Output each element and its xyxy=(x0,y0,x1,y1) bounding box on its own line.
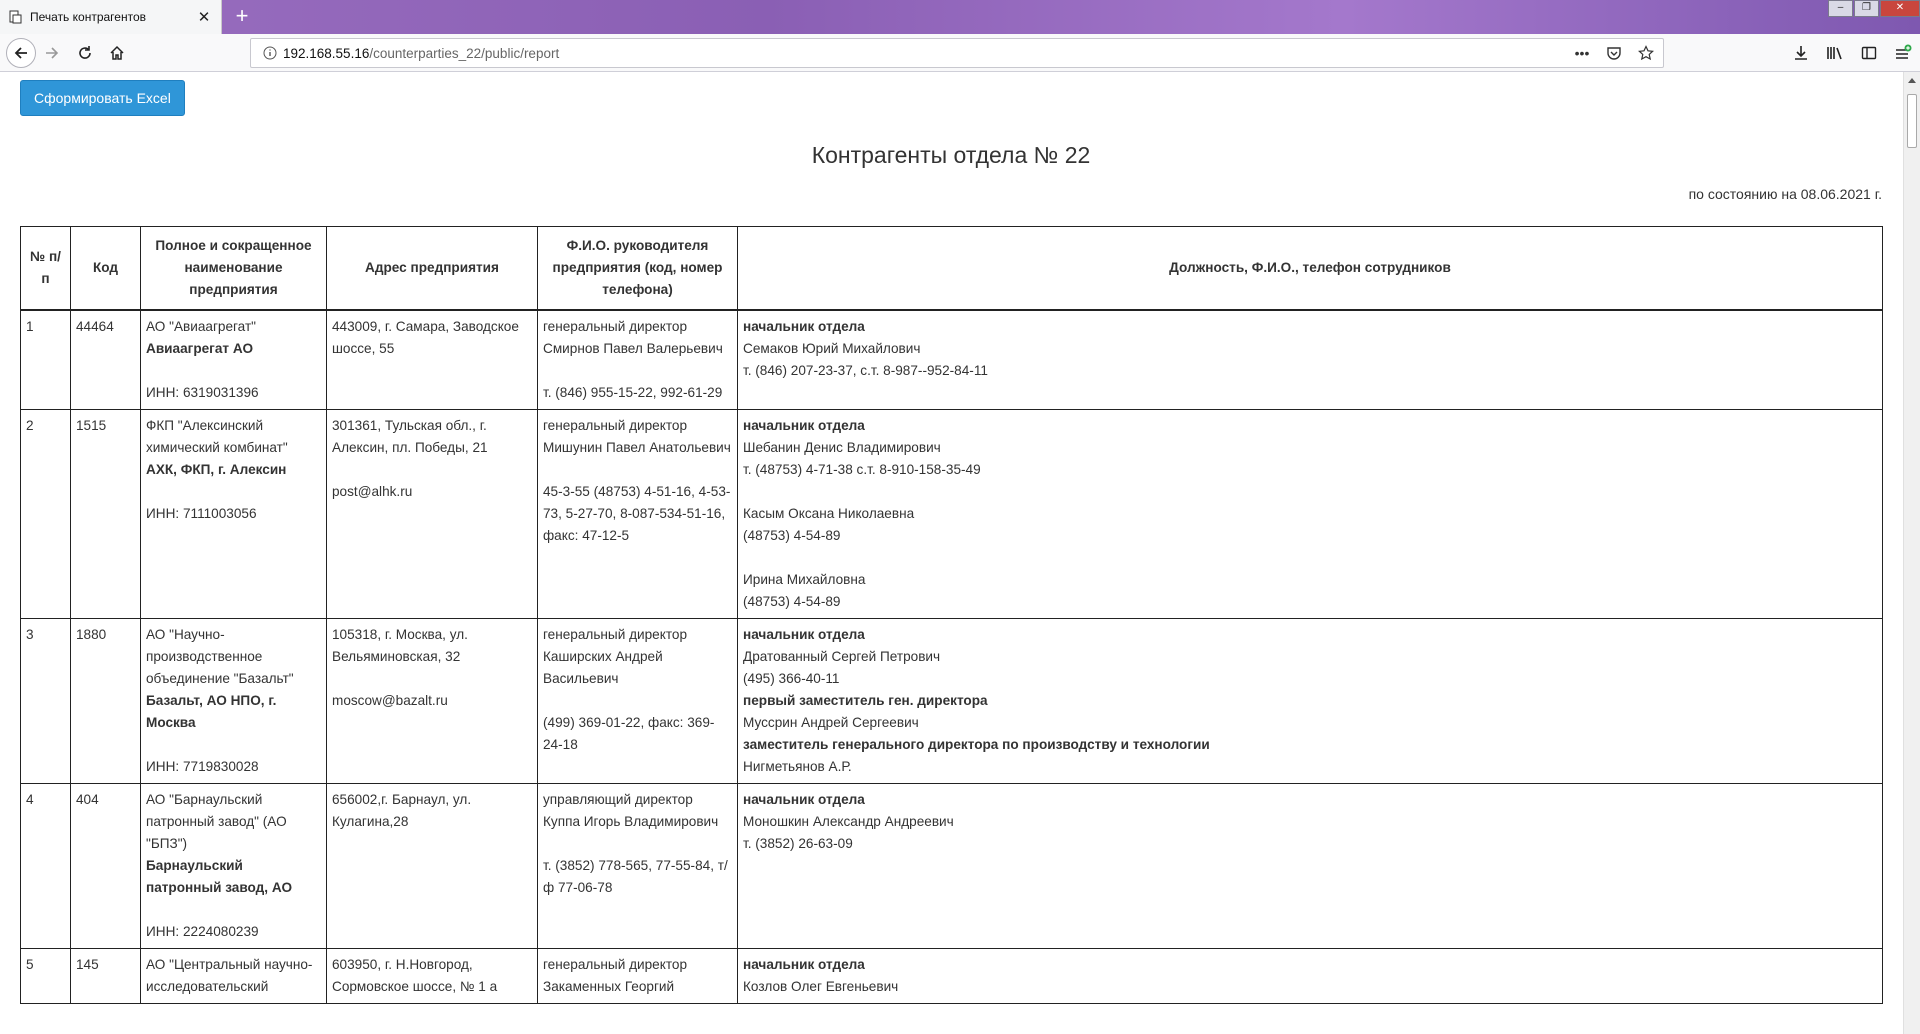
cell-staff xyxy=(738,949,1883,1004)
cell-company-name xyxy=(141,310,327,410)
company-email: moscow@bazalt.ru xyxy=(332,693,448,708)
director-title: генеральный директор xyxy=(543,957,688,972)
staff-line: Муссрин Андрей Сергеевич xyxy=(743,715,919,730)
url-host: 192.168.55.16 xyxy=(283,45,370,61)
staff-line: т. (3852) 26-63-09 xyxy=(743,836,853,851)
company-address: 656002,г. Барнаул, ул. Кулагина,28 xyxy=(332,792,472,829)
cell-num: 3 xyxy=(21,619,71,784)
cell-company-name xyxy=(141,949,327,1004)
company-full-name: АО "Барнаульский патронный завод" (АО "БПЗ") xyxy=(146,792,287,851)
cell-address xyxy=(327,949,538,1004)
reload-icon xyxy=(77,45,93,61)
header-code: Код xyxy=(71,227,141,311)
company-inn: ИНН: 2224080239 xyxy=(146,924,259,939)
cell-address xyxy=(327,784,538,949)
staff-position: начальник отдела xyxy=(743,792,865,807)
cell-director xyxy=(538,410,738,619)
counterparties-table xyxy=(20,226,1883,1004)
company-full-name: АО "Центральный научно-исследовательский xyxy=(146,957,313,994)
cell-company-name xyxy=(141,784,327,949)
address-bar[interactable] xyxy=(250,38,1664,68)
cell-director xyxy=(538,949,738,1004)
cell-code: 404 xyxy=(71,784,141,949)
staff-line: (48753) 4-54-89 xyxy=(743,528,841,543)
forward-button[interactable] xyxy=(38,39,66,67)
company-full-name: АО "Научно-производственное объединение "Базальт" xyxy=(146,627,294,686)
cell-director xyxy=(538,784,738,949)
director-title: генеральный директор xyxy=(543,319,688,334)
header-name: Полное и сокращенное наименование предприятия xyxy=(141,227,327,311)
company-address: 443009, г. Самара, Заводское шоссе, 55 xyxy=(332,319,519,356)
bookmark-star-icon[interactable] xyxy=(1635,45,1657,61)
cell-director xyxy=(538,619,738,784)
print-page-icon xyxy=(8,10,22,24)
cell-staff xyxy=(738,310,1883,410)
pocket-icon[interactable] xyxy=(1603,45,1625,61)
home-icon xyxy=(109,45,125,61)
navigation-toolbar xyxy=(0,34,1920,72)
url-path: /counterparties_22/public/report xyxy=(369,45,560,61)
director-phone: 45-3-55 (48753) 4-51-16, 4-53-73, 5-27-70, 8-087-534-51-16, факс: 47-12-5 xyxy=(543,484,731,543)
reload-button[interactable] xyxy=(71,39,99,67)
company-short-name: АХК, ФКП, г. Алексин xyxy=(146,462,287,477)
cell-staff xyxy=(738,784,1883,949)
staff-line: т. (48753) 4-71-38 с.т. 8-910-158-35-49 xyxy=(743,462,981,477)
staff-line: Моношкин Александр Андреевич xyxy=(743,814,954,829)
company-address: 603950, г. Н.Новгород, Сормовское шоссе, № 1 а xyxy=(332,957,498,994)
cell-code: 1515 xyxy=(71,410,141,619)
director-name: Мишунин Павел Анатольевич xyxy=(543,440,731,455)
staff-line: Шебанин Денис Владимирович xyxy=(743,440,941,455)
window-titlebar xyxy=(0,0,1920,34)
page-actions-icon[interactable]: ••• xyxy=(1574,45,1590,61)
cell-code: 145 xyxy=(71,949,141,1004)
company-inn: ИНН: 7719830028 xyxy=(146,759,259,774)
table-row xyxy=(21,619,1883,784)
staff-line: Касым Оксана Николаевна xyxy=(743,506,915,521)
cell-num: 5 xyxy=(21,949,71,1004)
cell-company-name xyxy=(141,410,327,619)
close-tab-icon[interactable]: ✕ xyxy=(197,9,211,26)
generate-excel-button[interactable]: Сформировать Excel xyxy=(20,80,185,116)
staff-position: начальник отдела xyxy=(743,319,865,334)
cell-address xyxy=(327,619,538,784)
company-email: post@alhk.ru xyxy=(332,484,413,499)
cell-director xyxy=(538,310,738,410)
cell-address xyxy=(327,410,538,619)
company-address: 105318, г. Москва, ул. Вельяминовская, 32 xyxy=(332,627,468,664)
browser-tab[interactable] xyxy=(0,0,222,34)
header-staff: Должность, Ф.И.О., телефон сотрудников xyxy=(738,227,1883,311)
cell-num: 4 xyxy=(21,784,71,949)
cell-code: 44464 xyxy=(71,310,141,410)
back-arrow-icon xyxy=(13,45,29,61)
sidebar-icon[interactable] xyxy=(1858,42,1880,64)
scroll-up-arrow-icon[interactable] xyxy=(1908,78,1916,83)
company-inn: ИНН: 6319031396 xyxy=(146,385,259,400)
director-title: генеральный директор xyxy=(543,418,688,433)
director-phone: (499) 369-01-22, факс: 369-24-18 xyxy=(543,715,715,752)
new-tab-button[interactable]: + xyxy=(235,3,249,28)
restore-button[interactable]: ❐ xyxy=(1854,0,1879,17)
staff-position: первый заместитель ген. директора xyxy=(743,693,988,708)
forward-arrow-icon xyxy=(44,45,60,61)
page-content xyxy=(0,72,1903,1034)
table-row xyxy=(21,310,1883,410)
staff-line: Дратованный Сергей Петрович xyxy=(743,649,941,664)
staff-line: (48753) 4-54-89 xyxy=(743,594,841,609)
staff-position: начальник отдела xyxy=(743,627,865,642)
staff-position: заместитель генерального директора по производству и технологии xyxy=(743,737,1210,752)
site-info-icon[interactable] xyxy=(257,39,283,67)
window-controls xyxy=(1827,0,1920,17)
close-window-button[interactable]: ✕ xyxy=(1880,0,1920,17)
company-full-name: ФКП "Алексинский химический комбинат" xyxy=(146,418,288,455)
minimize-button[interactable]: ‒ xyxy=(1828,0,1853,17)
downloads-icon[interactable] xyxy=(1790,42,1812,64)
director-phone: т. (846) 955-15-22, 992-61-29 xyxy=(543,385,723,400)
header-director: Ф.И.О. руководителя предприятия (код, номер телефона) xyxy=(538,227,738,311)
toolbar-right xyxy=(1790,38,1914,68)
company-inn: ИНН: 7111003056 xyxy=(146,506,257,521)
library-icon[interactable] xyxy=(1824,42,1846,64)
table-row xyxy=(21,784,1883,949)
director-title: управляющий директор xyxy=(543,792,693,807)
report-date: по состоянию на 08.06.2021 г. xyxy=(1688,186,1882,202)
staff-line: Нигметьянов А.Р. xyxy=(743,759,852,774)
company-address: 301361, Тульская обл., г. Алексин, пл. Победы, 21 xyxy=(332,418,488,455)
company-short-name: Авиаагрегат АО xyxy=(146,341,254,356)
company-short-name: Базальт, АО НПО, г. Москва xyxy=(146,693,277,730)
company-short-name: Барнаульский патронный завод, АО xyxy=(146,858,293,895)
staff-line: (495) 366-40-11 xyxy=(743,671,840,686)
table-row xyxy=(21,410,1883,619)
director-title: генеральный директор xyxy=(543,627,688,642)
cell-staff xyxy=(738,410,1883,619)
tab-title: Печать контрагентов xyxy=(30,10,146,24)
table-row xyxy=(21,949,1883,1004)
cell-num: 1 xyxy=(21,310,71,410)
director-name: Смирнов Павел Валерьевич xyxy=(543,341,723,356)
home-button[interactable] xyxy=(103,39,131,67)
cell-address xyxy=(327,310,538,410)
director-name: Куппа Игорь Владимирович xyxy=(543,814,719,829)
director-name: Закаменных Георгий xyxy=(543,979,675,994)
staff-line: Ирина Михайловна xyxy=(743,572,866,587)
staff-line: т. (846) 207-23-37, с.т. 8-987--952-84-11 xyxy=(743,363,988,378)
menu-icon[interactable] xyxy=(1892,42,1914,64)
vertical-scrollbar[interactable] xyxy=(1903,72,1920,1034)
url-actions xyxy=(1571,39,1657,67)
staff-position: начальник отдела xyxy=(743,957,865,972)
director-phone: т. (3852) 778-565, 77-55-84, т/ф 77-06-78 xyxy=(543,858,728,895)
table-header-row xyxy=(21,227,1883,311)
table-body xyxy=(21,310,1883,1004)
header-num: № п/п xyxy=(21,227,71,311)
cell-code: 1880 xyxy=(71,619,141,784)
cell-company-name xyxy=(141,619,327,784)
report-title: Контрагенты отдела № 22 xyxy=(811,142,1091,168)
cell-staff xyxy=(738,619,1883,784)
company-full-name: АО "Авиаагрегат" xyxy=(146,319,256,334)
scrollbar-thumb[interactable] xyxy=(1907,94,1917,148)
back-button[interactable] xyxy=(6,38,36,68)
header-address: Адрес предприятия xyxy=(327,227,538,311)
staff-position: начальник отдела xyxy=(743,418,865,433)
director-name: Каширских Андрей Васильевич xyxy=(543,649,663,686)
staff-line: Семаков Юрий Михайлович xyxy=(743,341,921,356)
staff-line: Козлов Олег Евгеньевич xyxy=(743,979,899,994)
cell-num: 2 xyxy=(21,410,71,619)
